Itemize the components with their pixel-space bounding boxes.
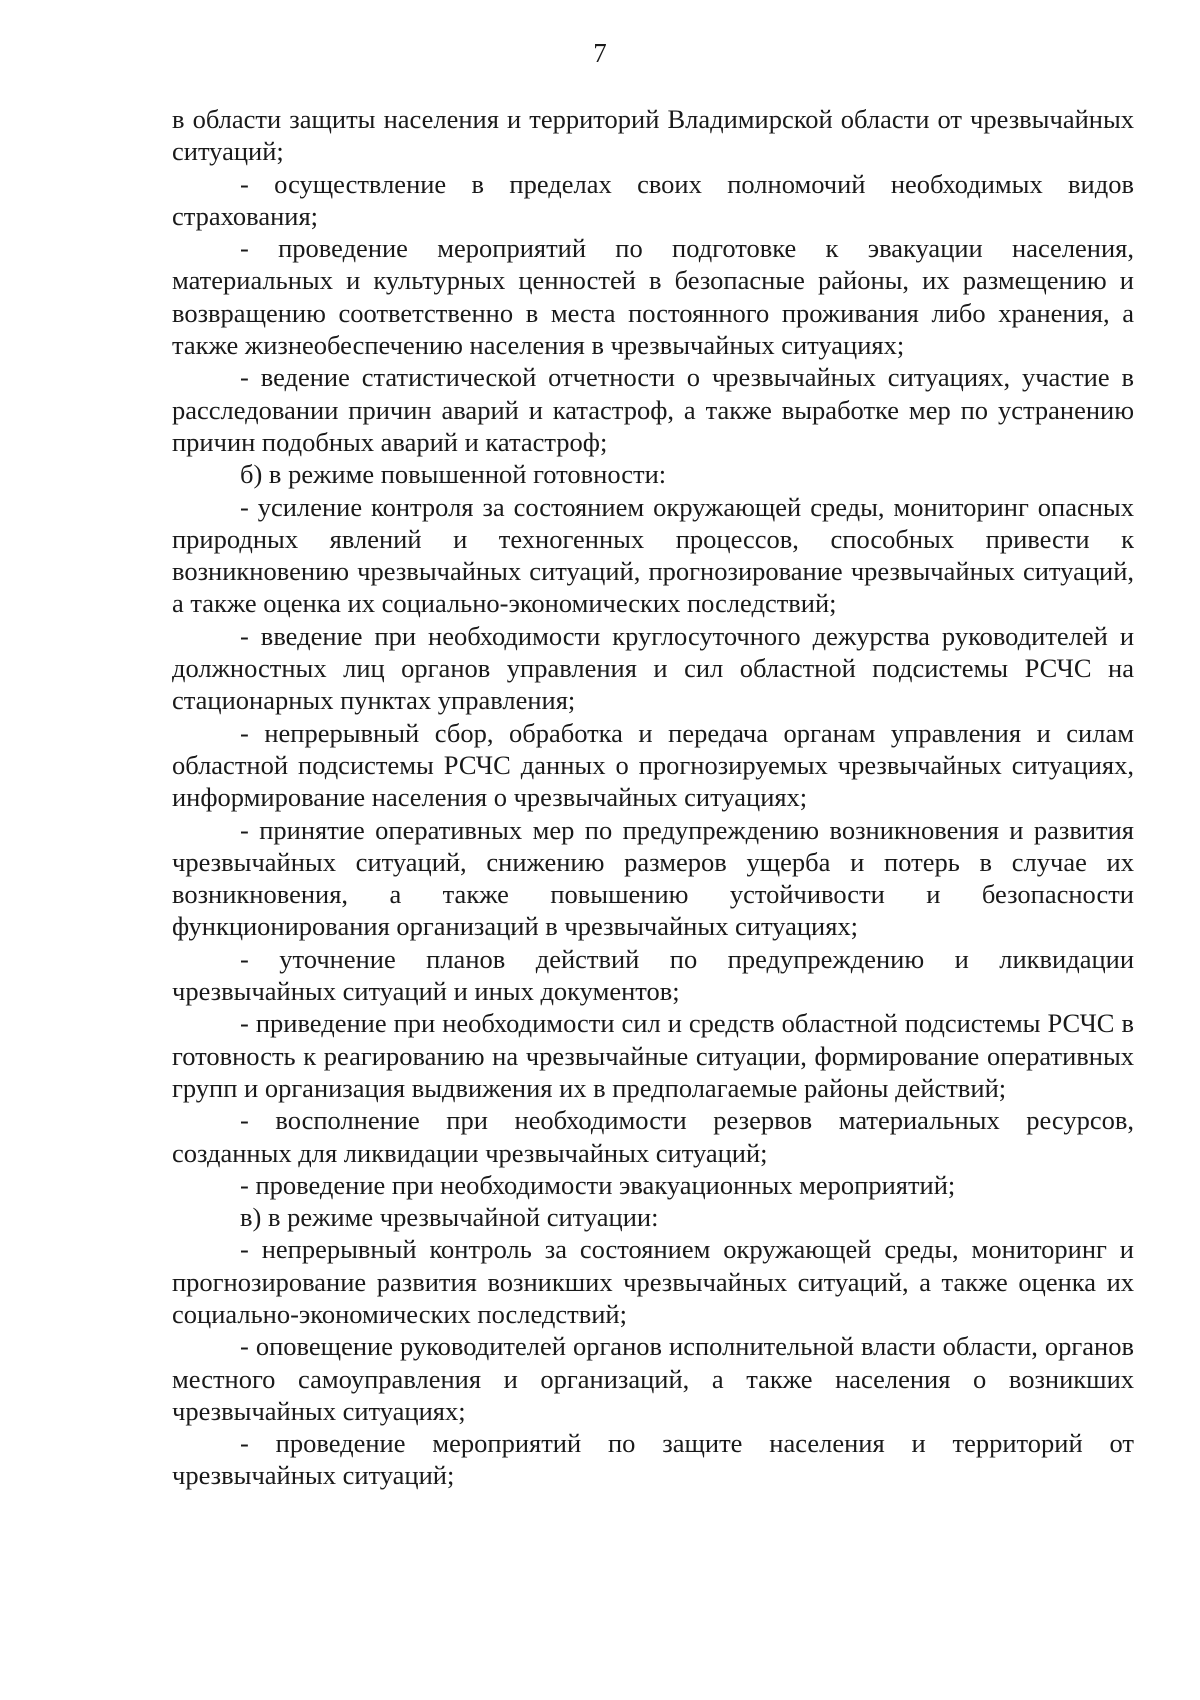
paragraph: - восполнение при необходимости резервов материальных ресурсов, созданных для ликвидации чрезвычайных ситуаций; (172, 1105, 1134, 1168)
paragraph: - оповещение руководителей органов исполнительной власти области, органов местного самоуправления и организаций, а также населения о возникших чрезвычайных ситуациях; (172, 1331, 1134, 1426)
paragraph: - ведение статистической отчетности о чрезвычайных ситуациях, участие в расследовании причин аварий и катастроф, а также выработке мер по устранению причин подобных аварий и катастроф; (172, 362, 1134, 457)
paragraph: б) в режиме повышенной готовности: (240, 459, 667, 490)
paragraph: - непрерывный контроль за состоянием окружающей среды, мониторинг и прогнозирование развития возникших чрезвычайных ситуаций, а также оценка их социально-экономических последствий; (172, 1234, 1134, 1329)
paragraph: - приведение при необходимости сил и средств областной подсистемы РСЧС в готовность к реагированию на чрезвычайные ситуации, формирование оперативных групп и организация выдвижения их в предполагаемые районы действий; (172, 1008, 1134, 1103)
paragraph: в области защиты населения и территорий Владимирской области от чрезвычайных ситуаций; (172, 104, 1134, 167)
paragraph: - непрерывный сбор, обработка и передача органам управления и силам областной подсистемы РСЧС данных о прогнозируемых чрезвычайных ситуациях, информирование населения о чрезвычайных ситуациях; (172, 717, 1134, 813)
paragraph: - осуществление в пределах своих полномочий необходимых видов страхования; (172, 168, 1134, 231)
paragraph: - уточнение планов действий по предупреждению и ликвидации чрезвычайных ситуаций и иных документов; (172, 943, 1134, 1007)
paragraph: - проведение при необходимости эвакуационных мероприятий; (240, 1169, 956, 1200)
paragraph: - введение при необходимости круглосуточного дежурства руководителей и должностных лиц органов управления и сил областной подсистемы РСЧС на стационарных пунктах управления; (172, 620, 1134, 716)
paragraph: - принятие оперативных мер по предупреждению возникновения и развития чрезвычайных ситуаций, снижению размеров ущерба и потерь в случае их возникновения, а также повышению устойчивости и безопасности функционирования организаций в чрезвычайных ситуациях; (172, 814, 1134, 942)
paragraph: - проведение мероприятий по защите населения и территорий от чрезвычайных ситуаций; (172, 1428, 1134, 1491)
page-number: 7 (593, 38, 607, 68)
paragraph: - усиление контроля за состоянием окружающей среды, мониторинг опасных природных явлений и техногенных процессов, способных привести к возникновению чрезвычайных ситуаций, прогнозирование чрезвычайных ситуаций, а также оценка их социально-экономических последствий; (172, 491, 1134, 619)
paragraph: - проведение мероприятий по подготовке к эвакуации населения, материальных и культурных ценностей в безопасные районы, их размещению и возвращению соответственно в места постоянного проживания либо хранения, а также жизнеобеспечению населения в чрезвычайных ситуациях; (172, 233, 1134, 361)
document-body (172, 103, 1134, 1492)
paragraph: в) в режиме чрезвычайной ситуации: (240, 1202, 659, 1233)
